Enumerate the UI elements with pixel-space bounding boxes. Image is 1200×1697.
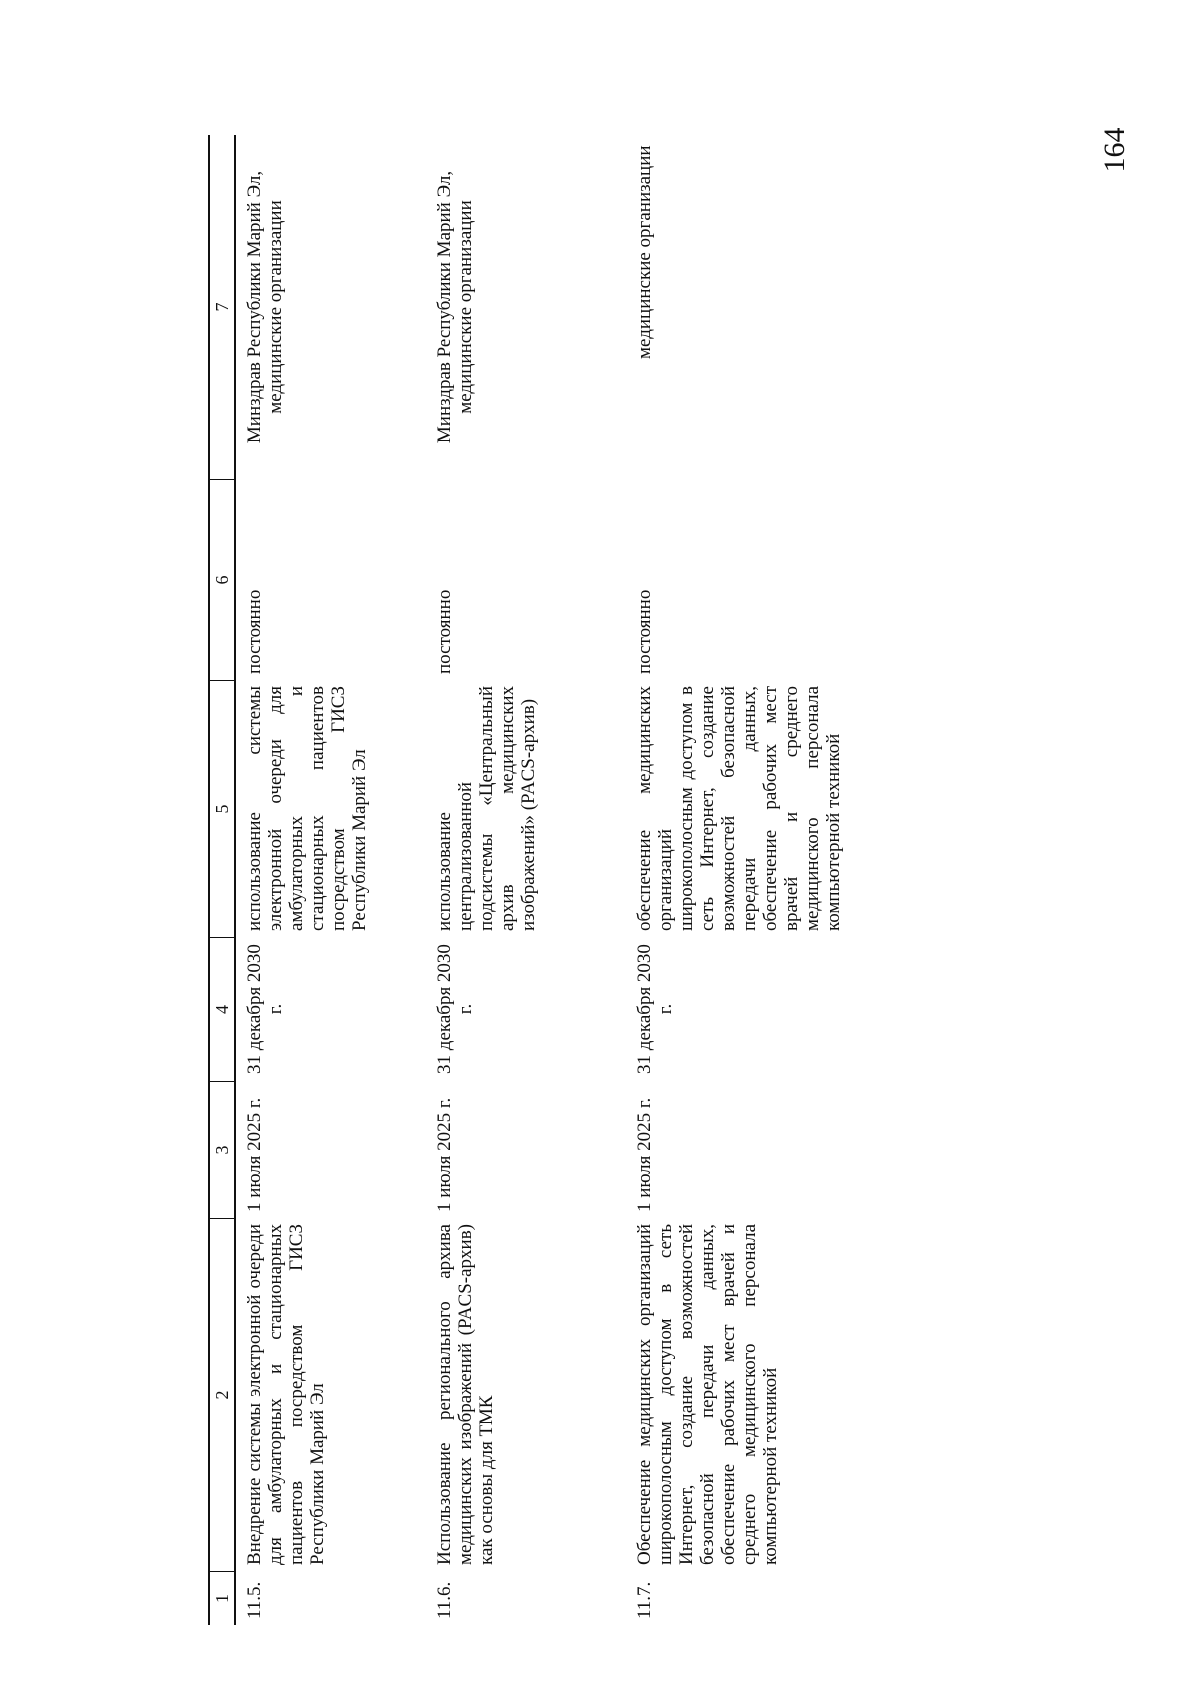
header-col-5: 5 [210, 680, 234, 937]
activities-table [208, 135, 1088, 1625]
end-date: 31 декабря 2030 г. [244, 944, 286, 1074]
row-number: 11.7. [634, 1581, 655, 1619]
header-col-2: 2 [210, 1218, 234, 1571]
page-number: 164 [1098, 127, 1131, 173]
expected-result: использование системы электронной очереди для амбулаторных и стационарных пациентов посредством ГИСЗ Республики Марий Эл [244, 686, 370, 931]
header-col-7: 7 [212, 302, 232, 312]
table-header-row [208, 135, 236, 1625]
period: постоянно [634, 589, 655, 674]
header-col-1: 1 [210, 1571, 234, 1625]
activity-name: Обеспечение медицинских организаций широкополосным доступом в сеть Интернет, создание возможностей безопасной передачи данных, обеспечение рабочих мест врачей и среднего медицинского персонала компьютерной техникой [634, 1224, 781, 1565]
responsible: Минздрав Республики Марий Эл, медицинские организации [244, 170, 286, 444]
rotated-table-area [208, 135, 1088, 1625]
period: постоянно [434, 589, 455, 674]
header-col-6: 6 [210, 479, 234, 680]
responsible: медицинские организации [634, 145, 655, 359]
responsible: Минздрав Республики Марий Эл, медицинские организации [434, 170, 476, 444]
end-date: 31 декабря 2030 г. [434, 944, 476, 1074]
start-date: 1 июля 2025 г. [244, 1097, 265, 1212]
end-date: 31 декабря 2030 г. [634, 944, 676, 1074]
activity-name: Использование регионального архива медицинских изображений (PACS-архив) как основы для ТМК [434, 1224, 497, 1565]
header-col-4: 4 [210, 937, 234, 1081]
row-number: 11.6. [434, 1581, 455, 1619]
period: постоянно [244, 589, 265, 674]
activity-name: Внедрение системы электронной очереди для амбулаторных и стационарных пациентов посредством ГИСЗ Республики Марий Эл [244, 1224, 328, 1565]
start-date: 1 июля 2025 г. [634, 1097, 655, 1212]
row-number: 11.5. [244, 1581, 265, 1619]
expected-result: обеспечение медицинских организаций широкополосным доступом в сеть Интернет, создание возможностей безопасной передачи данных, обеспечение рабочих мест врачей и среднего медицинского персонала компьютерной техникой [634, 686, 844, 931]
expected-result: использование централизованной подсистемы «Центральный архив медицинских изображений» (PACS-архив) [434, 686, 539, 931]
header-col-3: 3 [210, 1081, 234, 1218]
start-date: 1 июля 2025 г. [434, 1097, 455, 1212]
